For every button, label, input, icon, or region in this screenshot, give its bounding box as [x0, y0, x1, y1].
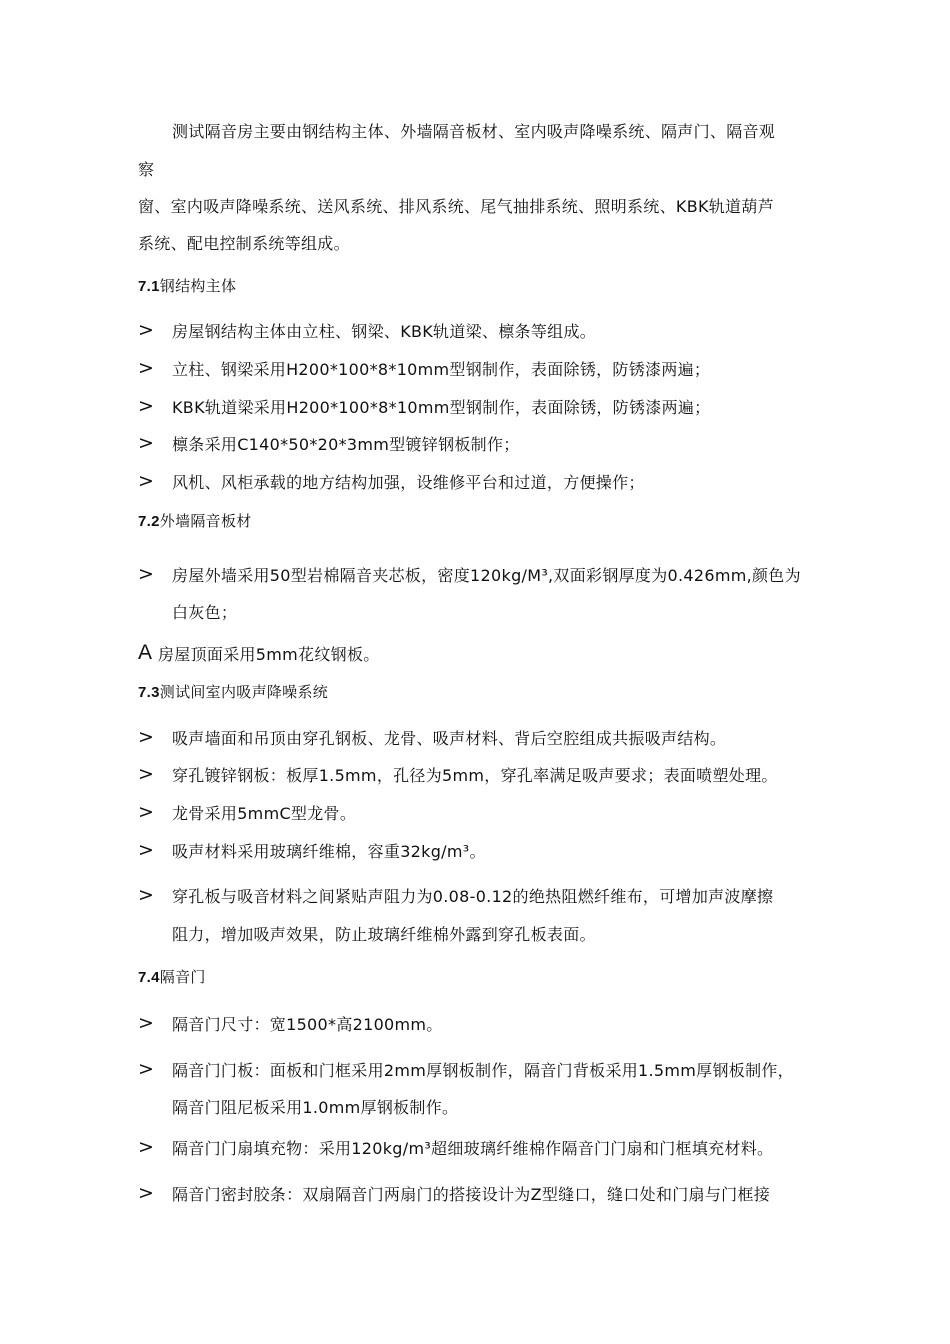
- section-number: 7.2: [138, 513, 160, 530]
- list-item-continuation: 隔音门阻尼板采用1.0mm厚钢板制作。: [172, 1098, 459, 1117]
- list-item: 檩条采用C140*50*20*3mm型镀锌钢板制作；: [172, 435, 520, 454]
- list-item: 风机、风柜承载的地方结构加强，设维修平台和过道，方便操作；: [172, 473, 645, 492]
- bullet-marker: >: [138, 763, 154, 785]
- section-7-3-heading: [138, 683, 328, 703]
- bullet-marker: >: [138, 563, 154, 585]
- list-item: 房屋顶面采用5mm花纹钢板。: [158, 645, 380, 664]
- intro-line-1: 测试隔音房主要由钢结构主体、外墙隔音板材、室内吸声降噪系统、隔声门、隔音观: [172, 122, 776, 141]
- bullet-marker: >: [138, 801, 154, 823]
- list-item: 房屋外墙采用50型岩棉隔音夹芯板，密度120kg/M³,双面彩钢厚度为0.426mm,颜色为: [172, 566, 801, 585]
- bullet-marker: >: [138, 1058, 154, 1080]
- list-item-continuation: 阻力，增加吸声效果，防止玻璃纤维棉外露到穿孔板表面。: [172, 925, 596, 944]
- section-title: 钢结构主体: [159, 278, 237, 295]
- bullet-marker: >: [138, 1012, 154, 1034]
- bullet-marker: >: [138, 319, 154, 341]
- bullet-marker: >: [138, 357, 154, 379]
- list-item: 吸声墙面和吊顶由穿孔钢板、龙骨、吸声材料、背后空腔组成共振吸声结构。: [172, 729, 727, 748]
- list-item: 隔音门门扇填充物：采用120kg/m³超细玻璃纤维棉作隔音门门扇和门框填充材料。: [172, 1139, 774, 1158]
- list-item: KBK轨道梁采用H200*100*8*10mm型钢制作，表面除锈，防锈漆两遍；: [172, 398, 711, 417]
- section-number: 7.4: [138, 969, 160, 986]
- section-title: 测试间室内吸声降噪系统: [159, 684, 329, 701]
- bullet-marker: >: [138, 470, 154, 492]
- list-item: 吸声材料采用玻璃纤维棉，容重32kg/m³。: [172, 842, 486, 861]
- list-item: 龙骨采用5mmC型龙骨。: [172, 804, 357, 823]
- list-item: 穿孔板与吸音材料之间紧贴声阻力为0.08-0.12的绝热阻燃纤维布，可增加声波摩擦: [172, 887, 774, 906]
- bullet-marker: >: [138, 395, 154, 417]
- intro-line-4: 系统、配电控制系统等组成。: [138, 234, 350, 253]
- section-7-1-heading: [138, 277, 236, 297]
- section-number: 7.3: [138, 684, 160, 701]
- list-item-continuation: 白灰色；: [172, 603, 238, 622]
- section-title: 隔音门: [159, 969, 206, 986]
- list-item: 隔音门门板：面板和门框采用2mm厚钢板制作，隔音门背板采用1.5mm厚钢板制作，: [172, 1061, 794, 1080]
- intro-line-3: 窗、室内吸声降噪系统、送风系统、排风系统、尾气抽排系统、照明系统、KBK轨道葫芦: [138, 197, 774, 216]
- list-item: 房屋钢结构主体由立柱、钢梁、KBK轨道梁、檩条等组成。: [172, 322, 597, 341]
- list-item: 隔音门密封胶条：双扇隔音门两扇门的搭接设计为Z型缝口，缝口处和门扇与门框接: [172, 1185, 771, 1204]
- section-7-2-heading: [138, 512, 252, 532]
- bullet-marker: >: [138, 726, 154, 748]
- bullet-marker: >: [138, 1182, 154, 1204]
- bullet-marker: A: [138, 641, 153, 664]
- section-7-4-heading: [138, 968, 206, 988]
- bullet-marker: >: [138, 1136, 154, 1158]
- list-item: 隔音门尺寸：宽1500*高2100mm。: [172, 1015, 443, 1034]
- bullet-marker: >: [138, 432, 154, 454]
- section-title: 外墙隔音板材: [159, 513, 252, 530]
- list-item: 立柱、钢梁采用H200*100*8*10mm型钢制作，表面除锈，防锈漆两遍；: [172, 360, 711, 379]
- bullet-marker: >: [138, 839, 154, 861]
- section-number: 7.1: [138, 278, 160, 295]
- intro-line-2: 察: [138, 160, 155, 179]
- list-item: 穿孔镀锌钢板：板厚1.5mm，孔径为5mm，穿孔率满足吸声要求；表面喷塑处理。: [172, 766, 778, 785]
- bullet-marker: >: [138, 884, 154, 906]
